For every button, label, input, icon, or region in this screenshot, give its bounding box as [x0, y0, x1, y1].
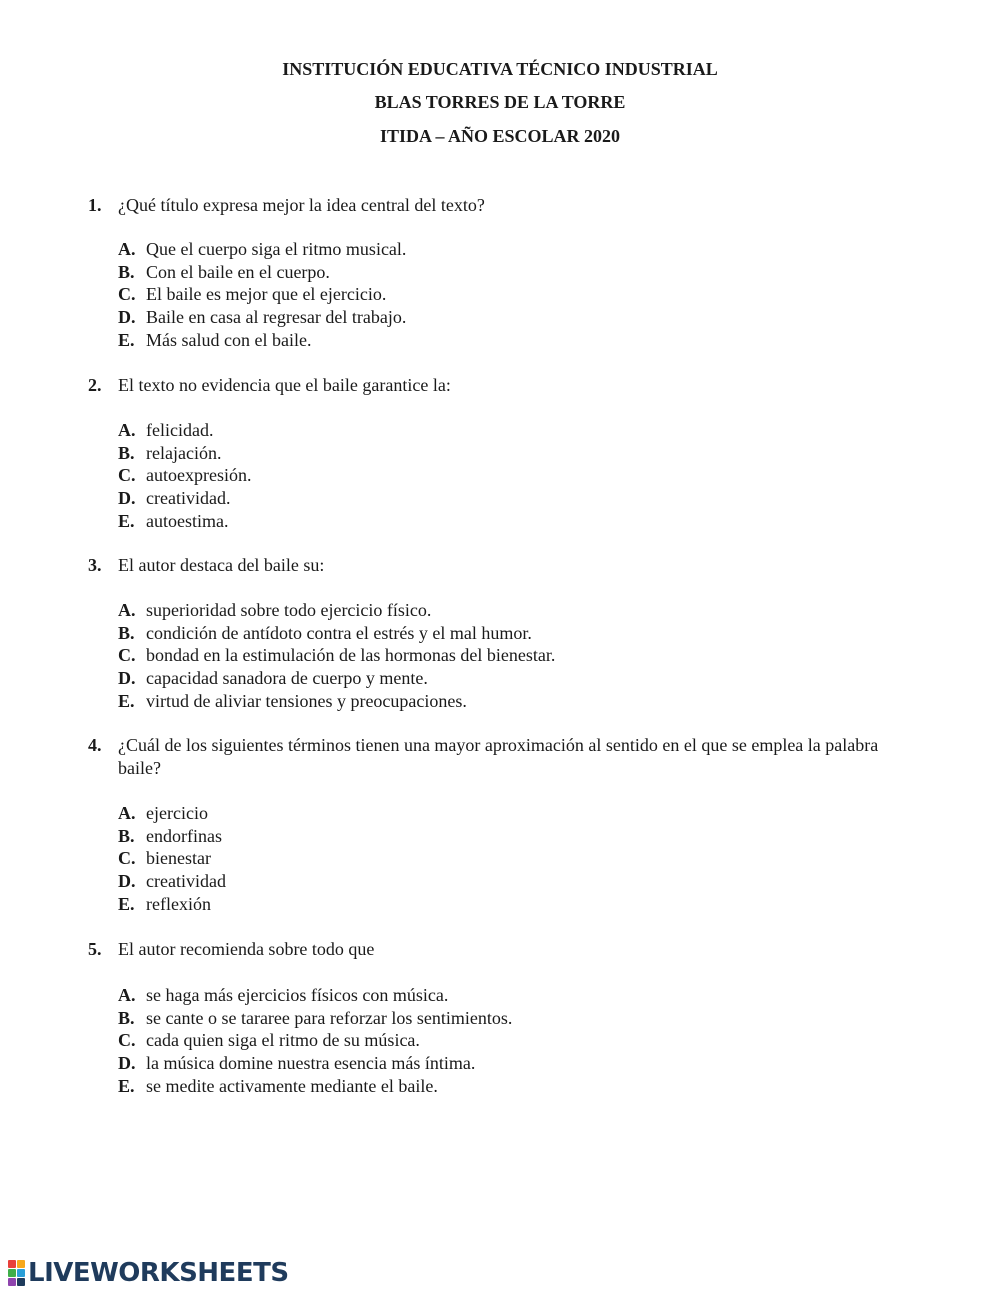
question-1	[88, 194, 898, 217]
option-a[interactable]: A. se haga más ejercicios físicos con música.	[118, 985, 449, 1005]
question-2	[88, 374, 898, 397]
option-d[interactable]: D. Baile en casa al regresar del trabajo.	[118, 307, 407, 328]
option-a[interactable]: A. Que el cuerpo siga el ritmo musical.	[118, 239, 407, 259]
question-text: El autor destaca del baile su:	[118, 555, 325, 575]
question-text: El autor recomienda sobre todo que	[118, 939, 375, 959]
school-year: ITIDA – AÑO ESCOLAR 2020	[379, 126, 621, 146]
question-1-options	[118, 238, 406, 351]
question-5-options	[118, 984, 512, 1097]
option-e[interactable]: E. reflexión	[118, 893, 211, 914]
logo-square-4	[17, 1269, 25, 1277]
option-a[interactable]: A. superioridad sobre todo ejercicio físico.	[118, 600, 432, 620]
question-3	[88, 554, 898, 577]
option-e[interactable]: E. autoestima.	[118, 510, 229, 531]
option-d[interactable]: D. capacidad sanadora de cuerpo y mente.	[118, 668, 428, 689]
question-number: 1.	[88, 195, 102, 215]
question-number: 5.	[88, 939, 102, 959]
question-text: ¿Cuál de los siguientes términos tienen una mayor aproximación al sentido en el que se emplea la palabra baile?	[118, 735, 879, 778]
option-c[interactable]: C. autoexpresión.	[118, 465, 252, 486]
option-e[interactable]: E. Más salud con el baile.	[118, 329, 312, 350]
option-e[interactable]: E. se medite activamente mediante el baile.	[118, 1075, 438, 1096]
option-b[interactable]: B. endorfinas	[118, 825, 222, 846]
logo-square-3	[8, 1269, 16, 1277]
question-number: 2.	[88, 375, 102, 395]
option-b[interactable]: B. Con el baile en el cuerpo.	[118, 261, 330, 282]
question-number: 3.	[88, 555, 102, 575]
logo-square-1	[8, 1260, 16, 1268]
school-name: INSTITUCIÓN EDUCATIVA TÉCNICO INDUSTRIAL	[282, 59, 718, 79]
question-text: El texto no evidencia que el baile garantice la:	[118, 375, 451, 395]
option-a[interactable]: A. ejercicio	[118, 803, 208, 823]
option-b[interactable]: B. relajación.	[118, 442, 222, 463]
option-c[interactable]: C. bondad en la estimulación de las hormonas del bienestar.	[118, 645, 556, 666]
option-a[interactable]: A. felicidad.	[118, 420, 214, 440]
question-text: ¿Qué título expresa mejor la idea central del texto?	[118, 195, 485, 215]
logo-square-2	[17, 1260, 25, 1268]
question-number: 4.	[88, 735, 102, 755]
option-d[interactable]: D. la música domine nuestra esencia más íntima.	[118, 1053, 476, 1074]
question-3-options	[118, 599, 555, 712]
option-b[interactable]: B. condición de antídoto contra el estrés y el mal humor.	[118, 622, 532, 643]
logo-square-5	[8, 1278, 16, 1286]
option-d[interactable]: D. creatividad	[118, 871, 226, 892]
option-c[interactable]: C. bienestar	[118, 848, 211, 869]
option-c[interactable]: C. cada quien siga el ritmo de su música.	[118, 1030, 420, 1051]
logo-square-6	[17, 1278, 25, 1286]
option-b[interactable]: B. se cante o se tararee para reforzar los sentimientos.	[118, 1007, 513, 1028]
question-4	[88, 734, 898, 780]
liveworksheets-logo[interactable]	[8, 1258, 289, 1288]
option-c[interactable]: C. El baile es mejor que el ejercicio.	[118, 284, 387, 305]
option-d[interactable]: D. creatividad.	[118, 488, 231, 509]
logo-text: LIVEWORKSHEETS	[28, 1258, 289, 1288]
school-subtitle: BLAS TORRES DE LA TORRE	[374, 92, 626, 112]
question-5	[88, 938, 898, 961]
question-4-options	[118, 802, 226, 915]
logo-grid-icon	[8, 1260, 25, 1286]
question-2-options	[118, 419, 251, 532]
option-e[interactable]: E. virtud de aliviar tensiones y preocupaciones.	[118, 690, 467, 711]
